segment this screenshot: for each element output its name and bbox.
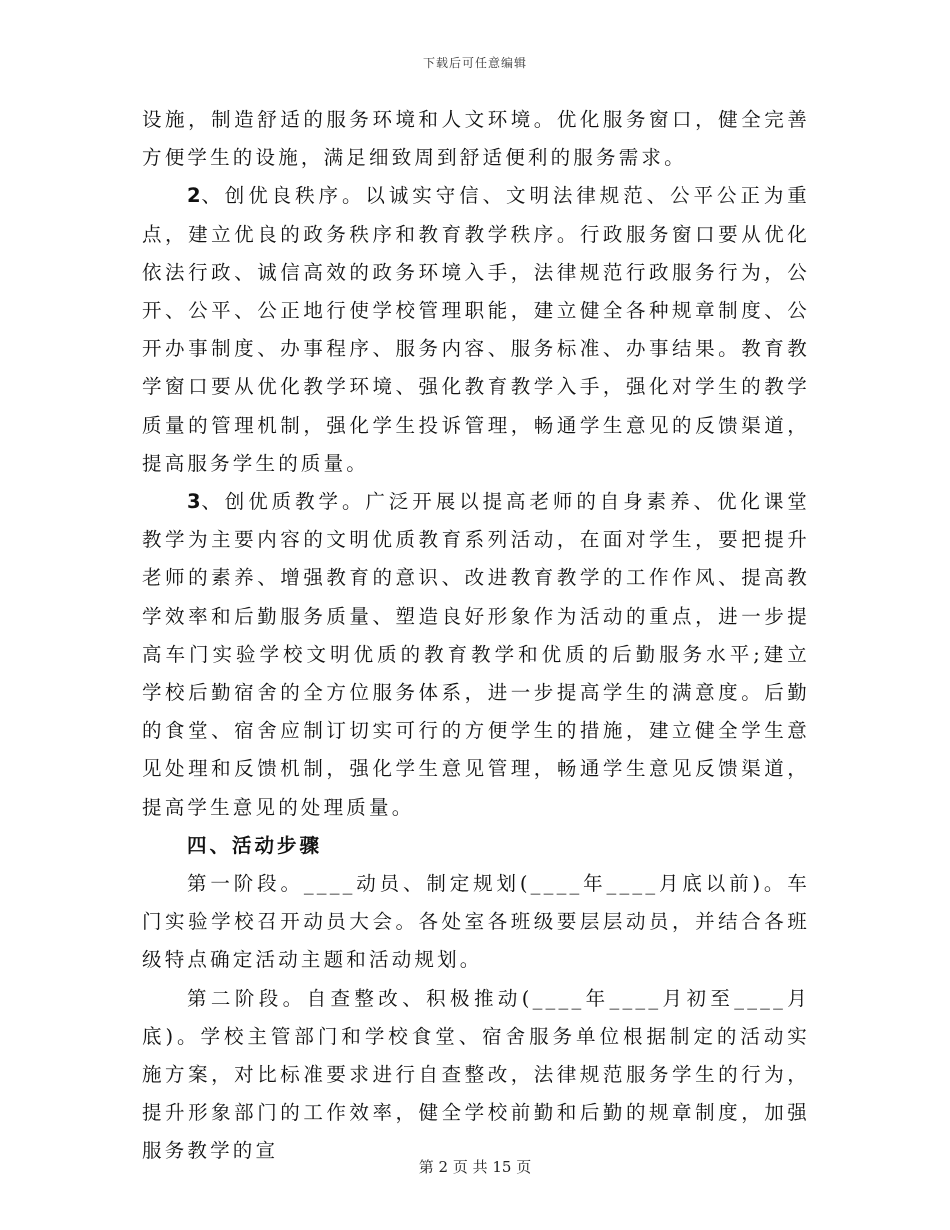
section-heading: 四、活动步骤	[187, 833, 323, 857]
item-number: 2	[187, 184, 201, 208]
paragraph-text: 、创优良秩序。以诚实守信、文明法律规范、公平公正为重点，建立优良的政务秩序和教育教学秩序。行政服务窗口要从优化依法行政、诚信高效的政务环境入手，法律规范行政服务行为，公开、公平、公正地行使学校管理职能，建立健全各种规章制度、公开办事制度、办事程序、服务内容、服务标准、办事结果。教育教学窗口要从优化教学环境、强化教育教学入手，强化对学生的教学质量的管理机制，强化学生投诉管理，畅通学生意见的反馈渠道，提高服务学生的质量。	[142, 184, 810, 475]
page-footer: 第 2 页 共 15 页	[418, 1158, 532, 1176]
document-body	[142, 101, 810, 1171]
item-number: 3	[187, 490, 201, 514]
paragraph-text: 、创优质教学。广泛开展以提高老师的自身素养、优化课堂教学为主要内容的文明优质教育系列活动，在面对学生，要把提升老师的素养、增强教育的意识、改进教育教学的工作作风、提高教学效率和后勤服务质量、塑造良好形象作为活动的重点，进一步提高车门实验学校文明优质的教育教学和优质的后勤服务水平;建立学校后勤宿舍的全方位服务体系，进一步提高学生的满意度。后勤的食堂、宿舍应制订切实可行的方便学生的措施，建立健全学生意见处理和反馈机制，强化学生意见管理，畅通学生意见反馈渠道，提高学生意见的处理质量。	[142, 490, 810, 819]
paragraph-stage-two: 第二阶段。自查整改、积极推动(____年____月初至____月底)。学校主管部门和学校食堂、宿舍服务单位根据制定的活动实施方案，对比标准要求进行自查整改，法律规范服务学生的行为，提升形象部门的工作效率，健全学校前勤和后勤的规章制度，加强服务教学的宣	[142, 986, 810, 1163]
page-header: 下载后可任意编辑	[422, 56, 527, 70]
paragraph-order	[142, 177, 810, 483]
paragraph-teaching	[142, 483, 810, 827]
paragraph-facilities: 设施，制造舒适的服务环境和人文环境。优化服务窗口，健全完善方便学生的设施，满足细致周到舒适便利的服务需求。	[142, 108, 810, 170]
paragraph-stage-one: 第一阶段。____动员、制定规划(____年____月底以前)。车门实验学校召开动员大会。各处室各班级要层层动员，并结合各班级特点确定活动主题和活动规划。	[142, 872, 810, 972]
